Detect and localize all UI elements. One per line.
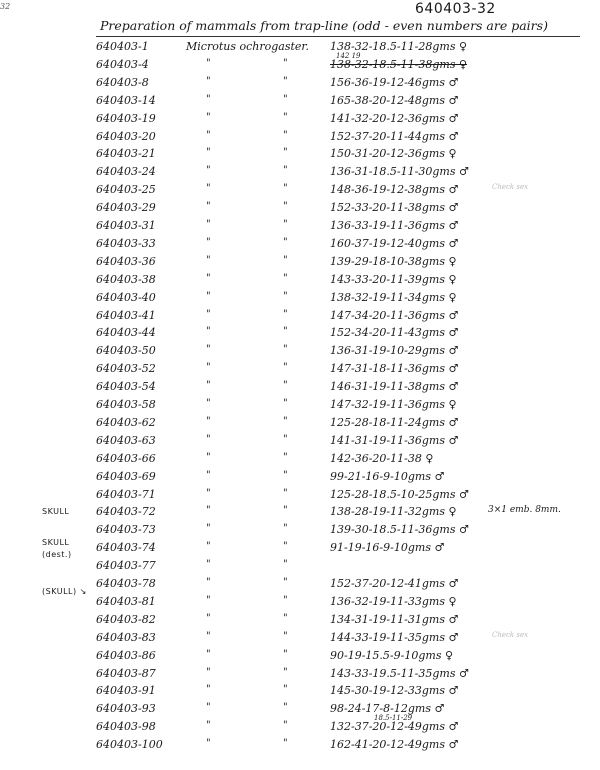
measurements: 139-29-18-10-38gms ♀: [330, 254, 457, 268]
catalog-number: 640403-50: [96, 344, 156, 358]
ditto-mark: ": [206, 93, 211, 105]
measurements: 91-19-16-9-10gms ♂: [330, 541, 445, 555]
record-row: [0, 291, 600, 309]
ditto-mark: ": [283, 219, 288, 230]
measurements: 152-33-20-11-38gms ♂: [330, 201, 459, 215]
catalog-number: 640403-78: [96, 577, 156, 590]
measurements: 165-38-20-12-48gms ♂: [330, 93, 459, 107]
record-row: [0, 613, 600, 631]
catalog-number: 640403-4: [96, 57, 149, 71]
ditto-mark: ": [206, 129, 211, 141]
embryo-note: 3×1 emb. 8mm.: [488, 505, 561, 516]
catalog-number: 640403-81: [96, 594, 156, 608]
measurements: 142-36-20-11-38 ♀: [330, 451, 434, 465]
catalog-number: 640403-20: [96, 129, 156, 143]
ditto-mark: ": [206, 201, 211, 213]
record-row: [0, 380, 600, 398]
ditto-mark: ": [283, 487, 288, 499]
ditto-mark: ": [283, 326, 288, 338]
ditto-mark: ": [283, 201, 288, 213]
catalog-number: 640403-63: [96, 433, 156, 447]
measurements: 148-36-19-12-38gms ♂: [330, 183, 459, 197]
catalog-number: 640403-21: [96, 147, 156, 161]
record-row: [0, 51, 600, 76]
record-row: [0, 702, 600, 723]
catalog-number: 640403-77: [96, 559, 156, 573]
record-row: [0, 273, 600, 291]
catalog-number: 640403-82: [96, 612, 156, 626]
catalog-number: 640403-98: [96, 720, 156, 734]
record-row: [0, 470, 600, 488]
record-row: [0, 631, 600, 649]
skull-margin-note: SKULL: [42, 538, 70, 548]
record-row: [0, 255, 600, 273]
ditto-mark: ": [283, 254, 288, 266]
ditto-mark: ": [206, 219, 211, 230]
measurements: 99-21-16-9-10gms ♂: [330, 469, 445, 483]
ditto-mark: ": [206, 505, 211, 517]
ditto-mark: ": [206, 720, 211, 732]
catalog-number: 640403-100: [96, 738, 163, 752]
record-row: [0, 595, 600, 613]
measurements: 160-37-19-12-40gms ♂: [330, 236, 459, 250]
measurements: 141-31-19-11-36gms ♂: [330, 433, 459, 447]
catalog-number: 640403-41: [96, 308, 156, 322]
record-row: [0, 130, 600, 148]
correction-note: 142 19: [336, 51, 361, 60]
catalog-number: 640403-91: [96, 684, 156, 698]
ditto-mark: ": [206, 362, 211, 374]
ditto-mark: ": [206, 165, 211, 177]
measurements: 132-37-20-12-49gms ♂: [330, 720, 459, 734]
measurements: 136-31-18.5-11-30gms ♂: [330, 165, 469, 179]
ditto-mark: ": [206, 147, 211, 159]
measurements: 152-37-20-11-44gms ♂: [330, 129, 459, 143]
ditto-mark: ": [283, 738, 288, 750]
ditto-mark: ": [206, 75, 211, 87]
ditto-mark: ": [283, 469, 288, 481]
ditto-mark: ": [283, 451, 288, 463]
catalog-number: 640403-83: [96, 630, 156, 644]
record-row: [0, 147, 600, 165]
record-row: [0, 362, 600, 380]
ditto-mark: ": [283, 666, 288, 678]
catalog-number: 640403-71: [96, 487, 156, 501]
catalog-number: 640403-24: [96, 165, 156, 179]
ditto-mark: ": [283, 612, 288, 624]
ditto-mark: ": [206, 308, 211, 320]
catalog-number: 640403-8: [96, 75, 149, 89]
catalog-number: 640403-36: [96, 254, 156, 268]
record-row: [0, 219, 600, 237]
catalog-number: 640403-19: [96, 111, 156, 125]
record-row: [0, 94, 600, 112]
catalog-number: 640403-58: [96, 398, 156, 411]
ditto-mark: ": [283, 308, 288, 320]
page-id: 640403-32: [415, 1, 496, 17]
ditto-mark: ": [283, 147, 288, 159]
ditto-mark: ": [206, 272, 211, 284]
catalog-number: 640403-93: [96, 702, 156, 716]
measurements: 156-36-19-12-46gms ♂: [330, 75, 459, 89]
catalog-number: 640403-87: [96, 666, 156, 680]
measurements: 134-31-19-11-31gms ♂: [330, 612, 459, 626]
ditto-mark: ": [283, 505, 288, 517]
record-row: [0, 309, 600, 327]
record-row: [0, 577, 600, 595]
ditto-mark: ": [283, 577, 288, 588]
ditto-mark: ": [206, 57, 211, 69]
record-row: [0, 398, 600, 416]
ditto-mark: ": [283, 236, 288, 248]
catalog-number: 640403-1: [96, 40, 149, 53]
ditto-mark: ": [206, 415, 211, 427]
ditto-mark: ": [283, 720, 288, 732]
ditto-mark: ": [206, 487, 211, 499]
ditto-mark: ": [206, 433, 211, 445]
record-row: [0, 505, 600, 523]
ditto-mark: ": [206, 111, 211, 123]
ditto-mark: ": [283, 75, 288, 87]
catalog-number: 640403-73: [96, 523, 156, 537]
ditto-mark: ": [206, 290, 211, 302]
ditto-mark: ": [206, 469, 211, 481]
ditto-mark: ": [283, 398, 288, 409]
record-row: [0, 201, 600, 219]
ditto-mark: ": [206, 666, 211, 678]
measurements: 141-32-20-12-36gms ♂: [330, 111, 459, 125]
catalog-number: 640403-14: [96, 93, 156, 107]
catalog-number: 640403-62: [96, 415, 156, 429]
ditto-mark: ": [206, 380, 211, 392]
catalog-number: 640403-69: [96, 469, 156, 483]
ditto-mark: ": [206, 541, 211, 553]
skull-margin-note: (dest.): [42, 550, 72, 560]
record-row: [0, 237, 600, 255]
skull-margin-note: (SKULL) ↘: [42, 587, 87, 596]
ditto-mark: ": [283, 559, 288, 571]
record-row: [0, 326, 600, 344]
measurements: 138-32-18.5-11-28gms ♀: [330, 40, 468, 53]
catalog-number: 640403-72: [96, 505, 156, 519]
catalog-number: 640403-25: [96, 183, 156, 197]
record-row: [0, 344, 600, 362]
ditto-mark: ": [206, 684, 211, 696]
measurements: 136-33-19-11-36gms ♂: [330, 219, 459, 232]
ditto-mark: ": [206, 344, 211, 356]
record-row: [0, 667, 600, 685]
faint-pencil-note: Check sex: [492, 630, 529, 639]
ditto-mark: ": [206, 612, 211, 624]
record-row: [0, 112, 600, 130]
ditto-mark: ": [283, 129, 288, 141]
catalog-number: 640403-40: [96, 290, 156, 304]
measurements: 152-34-20-11-43gms ♂: [330, 326, 459, 340]
ditto-mark: ": [283, 111, 288, 123]
ditto-mark: ": [206, 183, 211, 195]
ditto-mark: ": [206, 398, 211, 409]
ditto-mark: ": [206, 594, 211, 606]
catalog-number: 640403-52: [96, 362, 156, 376]
record-row: [0, 40, 600, 58]
measurements: 138-32-18.5-11-38gms ♀: [330, 57, 468, 71]
ditto-mark: ": [206, 254, 211, 266]
record-row: [0, 541, 600, 559]
ditto-mark: ": [206, 326, 211, 338]
ditto-mark: ": [283, 433, 288, 445]
measurements: 138-28-19-11-32gms ♀: [330, 505, 457, 519]
catalog-number: 640403-38: [96, 272, 156, 286]
catalog-number: 640403-66: [96, 451, 156, 465]
measurements: 143-33-19.5-11-35gms ♂: [330, 666, 469, 680]
ditto-mark: ": [206, 577, 211, 588]
ditto-mark: ": [206, 559, 211, 571]
corner-mark: 32: [0, 2, 11, 11]
ditto-mark: ": [283, 344, 288, 356]
catalog-number: 640403-86: [96, 648, 156, 662]
ditto-mark: ": [206, 451, 211, 463]
catalog-number: 640403-44: [96, 326, 156, 340]
ditto-mark: ": [283, 684, 288, 696]
ditto-mark: ": [283, 630, 288, 642]
measurements: 98-24-17-8-12gms ♂: [330, 702, 445, 716]
record-row: [0, 183, 600, 201]
ditto-mark: ": [283, 93, 288, 105]
ditto-mark: ": [206, 523, 211, 535]
page-heading: Preparation of mammals from trap-line (odd - even numbers are pairs): [100, 18, 548, 33]
catalog-number: 640403-33: [96, 236, 156, 250]
record-row: [0, 416, 600, 434]
record-row: [0, 559, 600, 577]
ditto-mark: ": [283, 594, 288, 606]
skull-margin-note: SKULL: [42, 507, 70, 517]
ditto-mark: ": [206, 630, 211, 642]
measurements: 145-30-19-12-33gms ♂: [330, 684, 459, 698]
record-row: [0, 165, 600, 183]
record-row: [0, 714, 600, 738]
measurements: 125-28-18.5-10-25gms ♂: [330, 487, 469, 501]
measurements: 147-34-20-11-36gms ♂: [330, 308, 459, 322]
catalog-number: 640403-54: [96, 380, 156, 394]
measurements: 138-32-19-11-34gms ♀: [330, 290, 457, 304]
ditto-mark: ": [283, 702, 288, 714]
correction-note: 18.5-11-29: [374, 714, 413, 723]
measurements: 152-37-20-12-41gms ♂: [330, 577, 459, 590]
ditto-mark: ": [283, 415, 288, 427]
measurements: 143-33-20-11-39gms ♀: [330, 272, 457, 286]
ditto-mark: ": [283, 362, 288, 374]
record-row: [0, 649, 600, 667]
catalog-number: 640403-74: [96, 541, 156, 555]
measurements: 125-28-18-11-24gms ♂: [330, 415, 459, 429]
record-row: [0, 76, 600, 94]
heading-underline: [96, 36, 580, 37]
record-row: [0, 488, 600, 506]
ditto-mark: ": [283, 165, 288, 177]
ditto-mark: ": [206, 648, 211, 660]
measurements: 147-32-19-11-36gms ♀: [330, 398, 457, 411]
ditto-mark: ": [283, 380, 288, 392]
species-name: Microtus ochrogaster.: [186, 40, 309, 53]
measurements: 147-31-18-11-36gms ♂: [330, 362, 459, 376]
ditto-mark: ": [283, 648, 288, 660]
record-row: [0, 434, 600, 452]
measurements: 150-31-20-12-36gms ♀: [330, 147, 457, 161]
measurements: 146-31-19-11-38gms ♂: [330, 380, 459, 394]
ditto-mark: ": [283, 183, 288, 195]
measurements: 162-41-20-12-49gms ♂: [330, 738, 459, 752]
ditto-mark: ": [283, 290, 288, 302]
record-row: [0, 452, 600, 470]
measurements: 136-32-19-11-33gms ♀: [330, 594, 457, 608]
ditto-mark: ": [206, 738, 211, 750]
ditto-mark: ": [283, 57, 288, 69]
catalog-number: 640403-29: [96, 201, 156, 215]
ditto-mark: ": [283, 523, 288, 535]
record-row: [0, 523, 600, 541]
ditto-mark: ": [283, 272, 288, 284]
measurements: 139-30-18.5-11-36gms ♂: [330, 523, 469, 537]
ditto-mark: ": [206, 702, 211, 714]
ditto-mark: ": [206, 236, 211, 248]
record-row: [0, 684, 600, 702]
measurements: 136-31-19-10-29gms ♂: [330, 344, 459, 358]
faint-pencil-note: Check sex: [492, 183, 529, 192]
catalog-number: 640403-31: [96, 219, 156, 232]
ditto-mark: ": [283, 541, 288, 553]
measurements: 144-33-19-11-35gms ♂: [330, 630, 459, 644]
measurements: 90-19-15.5-9-10gms ♀: [330, 648, 454, 662]
record-row: [0, 738, 600, 756]
